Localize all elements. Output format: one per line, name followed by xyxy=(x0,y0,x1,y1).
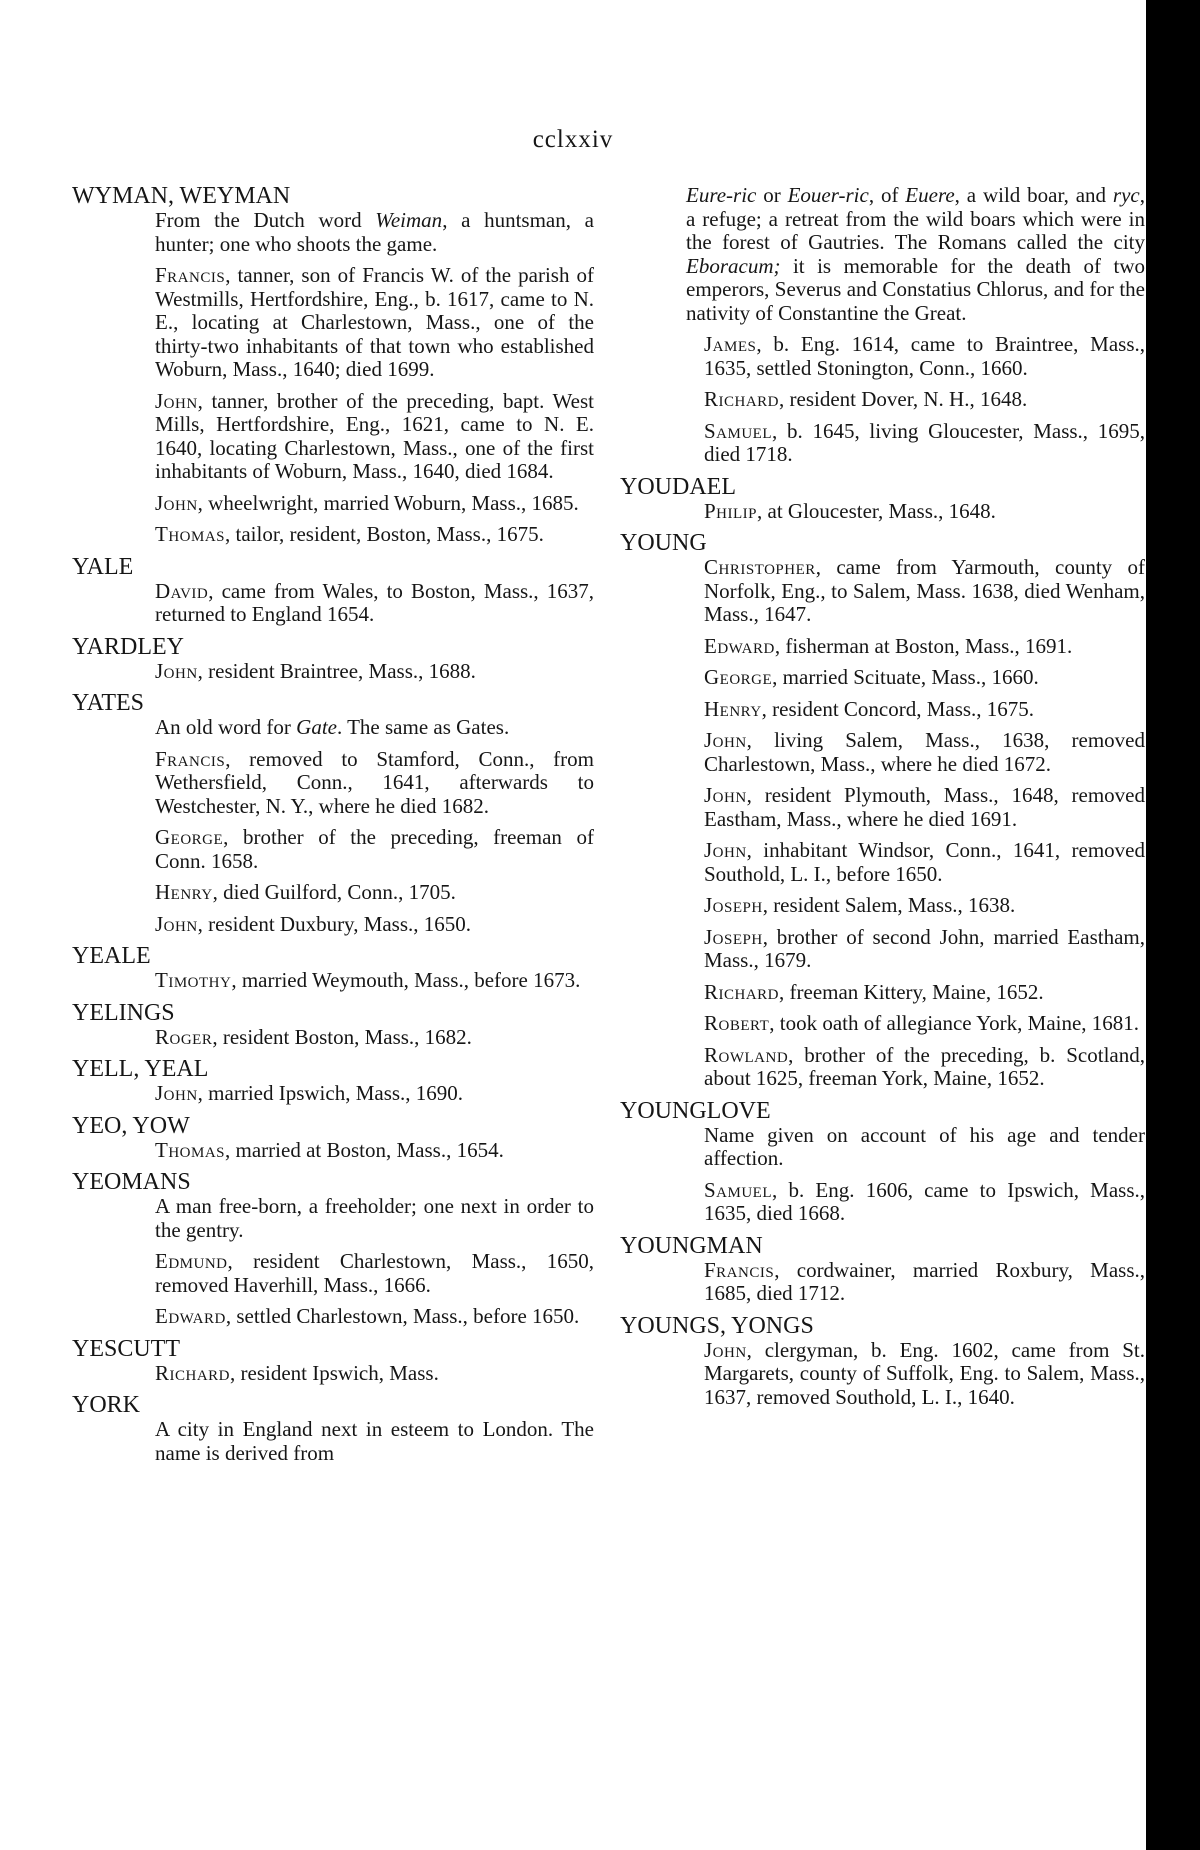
given-name: Samuel xyxy=(704,1177,773,1202)
person-entry xyxy=(620,698,1145,722)
entry-text: , wheelwright, married Woburn, Mass., 1685. xyxy=(197,490,579,515)
person-entry xyxy=(72,264,594,382)
given-name: Christopher xyxy=(704,555,816,579)
surname-entry xyxy=(72,1337,594,1386)
surname-entry xyxy=(72,1001,594,1050)
person-entry xyxy=(620,420,1145,467)
entry-text: , resident Charlestown, Mass., 1650, removed Haverhill, Mass., 1666. xyxy=(155,1249,594,1297)
person-entry xyxy=(620,981,1145,1005)
entry-text: , at Gloucester, Mass., 1648. xyxy=(757,498,996,523)
entry-text: , resident Ipswich, Mass. xyxy=(230,1360,439,1385)
person-entry xyxy=(72,913,594,937)
surname-heading: YOUNGMAN xyxy=(620,1232,763,1259)
surname-heading: YEOMANS xyxy=(72,1169,191,1195)
entry-text: , brother of the preceding, b. Scotland, about 1625, freeman York, Maine, 1652. xyxy=(704,1042,1145,1090)
surname-heading: YEALE xyxy=(72,943,151,969)
surname-heading: YOUNGLOVE xyxy=(620,1097,771,1124)
person-entry xyxy=(620,894,1145,918)
surname-entry xyxy=(72,1170,594,1329)
person-entry xyxy=(72,1250,594,1297)
entry-text: , resident Dover, N. H., 1648. xyxy=(779,387,1028,411)
surname-entry xyxy=(72,1057,594,1106)
surname-heading: YARDLEY xyxy=(72,633,184,660)
entry-text: , brother of second John, married Eastham, Mass., 1679. xyxy=(704,924,1145,972)
given-name: George xyxy=(704,665,773,689)
left-column xyxy=(72,184,594,1473)
surname-entry xyxy=(72,1114,594,1163)
etymology-note: A city in England next in esteem to London. The name is derived from xyxy=(155,1417,594,1465)
given-name: Francis xyxy=(155,263,226,287)
given-name: Francis xyxy=(155,746,226,771)
entry-text: , tailor, resident, Boston, Mass., 1675. xyxy=(225,522,544,546)
entry-text: , took oath of allegiance York, Maine, 1681. xyxy=(769,1011,1140,1035)
person-entry xyxy=(620,1012,1145,1036)
entry-text: , married Ipswich, Mass., 1690. xyxy=(197,1081,464,1105)
person-entry xyxy=(620,500,1145,524)
given-name: Francis xyxy=(704,1257,775,1282)
person-entry xyxy=(620,635,1145,659)
person-entry xyxy=(620,1044,1145,1091)
person-entry xyxy=(72,1139,594,1163)
person-entry xyxy=(72,881,594,905)
surname-heading: YELINGS xyxy=(72,999,175,1026)
surname-entry xyxy=(620,184,1145,467)
person-entry xyxy=(72,1026,594,1050)
entry-text: , living Salem, Mass., 1638, removed Charlestown, Mass., where he died 1672. xyxy=(704,728,1145,776)
surname-entry xyxy=(72,555,594,627)
person-entry xyxy=(620,1259,1145,1306)
entry-text: , died Guilford, Conn., 1705. xyxy=(212,880,456,904)
entry-text: , resident Plymouth, Mass., 1648, removed Eastham, Mass., where he died 1691. xyxy=(704,783,1145,831)
right-column xyxy=(620,184,1145,1417)
given-name: John xyxy=(155,658,198,683)
entry-text: , brother of the preceding, freeman of Conn. 1658. xyxy=(155,825,594,873)
surname-heading: YATES xyxy=(72,690,145,716)
etymology-note: From the Dutch word Weiman, a huntsman, a hunter; one who shoots the game. xyxy=(155,208,594,256)
given-name: Joseph xyxy=(704,924,763,949)
given-name: Timothy xyxy=(155,968,232,992)
given-name: John xyxy=(155,911,198,936)
entry-text: , married Scituate, Mass., 1660. xyxy=(772,665,1039,689)
entry-text: , came from Wales, to Boston, Mass., 1637, returned to England 1654. xyxy=(155,578,594,626)
person-entry xyxy=(72,523,594,547)
person-entry xyxy=(72,969,594,993)
surname-entry xyxy=(72,691,594,936)
surname-heading: YESCUTT xyxy=(72,1335,180,1362)
entry-text: , b. 1645, living Gloucester, Mass., 1695, died 1718. xyxy=(704,418,1145,466)
person-entry xyxy=(72,1305,594,1329)
surname-entry xyxy=(620,531,1145,1091)
person-entry xyxy=(620,839,1145,886)
given-name: John xyxy=(704,1337,747,1362)
entry-text: , came from Yarmouth, county of Norfolk, Eng., to Salem, Mass. 1638, died Wenham, Mass., 1647. xyxy=(704,555,1145,626)
given-name: Henry xyxy=(704,696,762,721)
person-entry xyxy=(72,1362,594,1386)
etymology-note: Name given on account of his age and tender affection. xyxy=(704,1122,1145,1170)
surname-entry xyxy=(620,475,1145,524)
surname-heading: YORK xyxy=(72,1392,141,1418)
given-name: John xyxy=(155,490,198,515)
entry-text: , inhabitant Windsor, Conn., 1641, removed Southold, L. I., before 1650. xyxy=(704,838,1145,886)
etymology-note: Eure-ric or Eouer-ric, of Euere, a wild boar, and ryc, a refuge; a retreat from the wild boars which were in the forest of Gautries. The Romans called the city Eboracum; it is memorable for the death of two emperors, Severus and Constatius Chlorus, and for the nativity of Constantine the Great. xyxy=(686,183,1145,325)
person-entry xyxy=(620,784,1145,831)
person-entry xyxy=(620,666,1145,690)
given-name: Robert xyxy=(704,1011,770,1035)
given-name: Edward xyxy=(704,633,775,658)
entry-text: , fisherman at Boston, Mass., 1691. xyxy=(774,633,1073,658)
given-name: Joseph xyxy=(704,893,763,917)
surname-heading: WYMAN, WEYMAN xyxy=(72,183,291,209)
surname-entry xyxy=(620,1099,1145,1226)
given-name: George xyxy=(155,825,224,849)
page-number: cclxxiv xyxy=(532,126,614,153)
surname-heading: YEO, YOW xyxy=(72,1112,190,1139)
entry-text: , married at Boston, Mass., 1654. xyxy=(225,1137,504,1162)
entry-text: , tanner, brother of the preceding, bapt. West Mills, Hertfordshire, Eng., 1621, came to N. E. 1640, locating Charlestown, Mass., one of the first inhabitants of Woburn, Mass., 1640, died 1684. xyxy=(155,388,594,483)
given-name: Thomas xyxy=(155,522,226,546)
given-name: John xyxy=(155,388,198,413)
given-name: Samuel xyxy=(704,418,773,443)
given-name: Henry xyxy=(155,880,213,904)
surname-entry xyxy=(72,635,594,684)
surname-heading: YALE xyxy=(72,553,134,580)
surname-heading: YELL, YEAL xyxy=(72,1056,209,1082)
surname-entry xyxy=(72,184,594,547)
person-entry xyxy=(72,1082,594,1106)
given-name: David xyxy=(155,578,209,603)
given-name: Edward xyxy=(155,1304,226,1328)
surname-heading: YOUDAEL xyxy=(620,473,736,500)
entry-text: , resident Concord, Mass., 1675. xyxy=(761,696,1035,721)
entry-text: , resident Salem, Mass., 1638. xyxy=(762,893,1016,917)
person-entry xyxy=(620,1179,1145,1226)
entry-text: , resident Boston, Mass., 1682. xyxy=(212,1024,472,1049)
given-name: Philip xyxy=(704,498,758,523)
entry-text: , resident Duxbury, Mass., 1650. xyxy=(197,911,472,936)
surname-entry xyxy=(620,1234,1145,1306)
entry-text: , removed to Stamford, Conn., from Wethersfield, Conn., 1641, afterwards to Westchester, N. Y., where he died 1682. xyxy=(155,746,594,818)
person-entry xyxy=(620,388,1145,412)
entry-text: , resident Braintree, Mass., 1688. xyxy=(197,658,476,683)
surname-heading: YOUNGS, YONGS xyxy=(620,1312,814,1339)
entry-text: , b. Eng. 1614, came to Braintree, Mass., 1635, settled Stonington, Conn., 1660. xyxy=(704,332,1145,380)
entry-text: , b. Eng. 1606, came to Ipswich, Mass., 1635, died 1668. xyxy=(704,1177,1145,1225)
person-entry xyxy=(620,556,1145,627)
surname-entry xyxy=(72,944,594,993)
given-name: Richard xyxy=(704,979,780,1004)
etymology-note: A man free-born, a freeholder; one next in order to the gentry. xyxy=(155,1194,594,1242)
person-entry xyxy=(72,660,594,684)
surname-entry xyxy=(620,1314,1145,1410)
entry-text: , married Weymouth, Mass., before 1673. xyxy=(231,968,581,992)
given-name: Richard xyxy=(704,387,780,411)
entry-text: , settled Charlestown, Mass., before 1650. xyxy=(225,1304,580,1328)
entry-text: , freeman Kittery, Maine, 1652. xyxy=(779,979,1044,1004)
person-entry xyxy=(620,333,1145,380)
entry-text: , cordwainer, married Roxbury, Mass., 1685, died 1712. xyxy=(704,1257,1145,1305)
given-name: Rowland xyxy=(704,1042,789,1067)
person-entry xyxy=(72,826,594,873)
given-name: Richard xyxy=(155,1360,231,1385)
given-name: Thomas xyxy=(155,1137,226,1162)
person-entry xyxy=(72,492,594,516)
given-name: John xyxy=(704,728,747,752)
etymology-note: An old word for Gate. The same as Gates. xyxy=(155,715,510,739)
scan-edge-bar xyxy=(1146,0,1200,1850)
given-name: James xyxy=(704,332,757,356)
given-name: Edmund xyxy=(155,1249,228,1273)
surname-entry xyxy=(72,1393,594,1465)
person-entry xyxy=(72,748,594,819)
given-name: John xyxy=(704,783,747,807)
person-entry xyxy=(620,729,1145,776)
entry-text: , tanner, son of Francis W. of the parish of Westmills, Hertfordshire, Eng., b. 1617, came to N. E., locating at Charlestown, Mass., one of the thirty-two inhabitants of that town who established Woburn, Mass., 1640; died 1699. xyxy=(155,263,594,381)
given-name: John xyxy=(155,1081,198,1105)
given-name: Roger xyxy=(155,1024,213,1049)
person-entry xyxy=(72,390,594,484)
person-entry xyxy=(72,580,594,627)
surname-heading: YOUNG xyxy=(620,530,707,556)
person-entry xyxy=(620,1339,1145,1410)
person-entry xyxy=(620,926,1145,973)
given-name: John xyxy=(704,838,747,862)
entry-text: , clergyman, b. Eng. 1602, came from St. Margarets, county of Suffolk, Eng. to Salem, Mass., 1637, removed Southold, L. I., 1640. xyxy=(704,1337,1145,1409)
